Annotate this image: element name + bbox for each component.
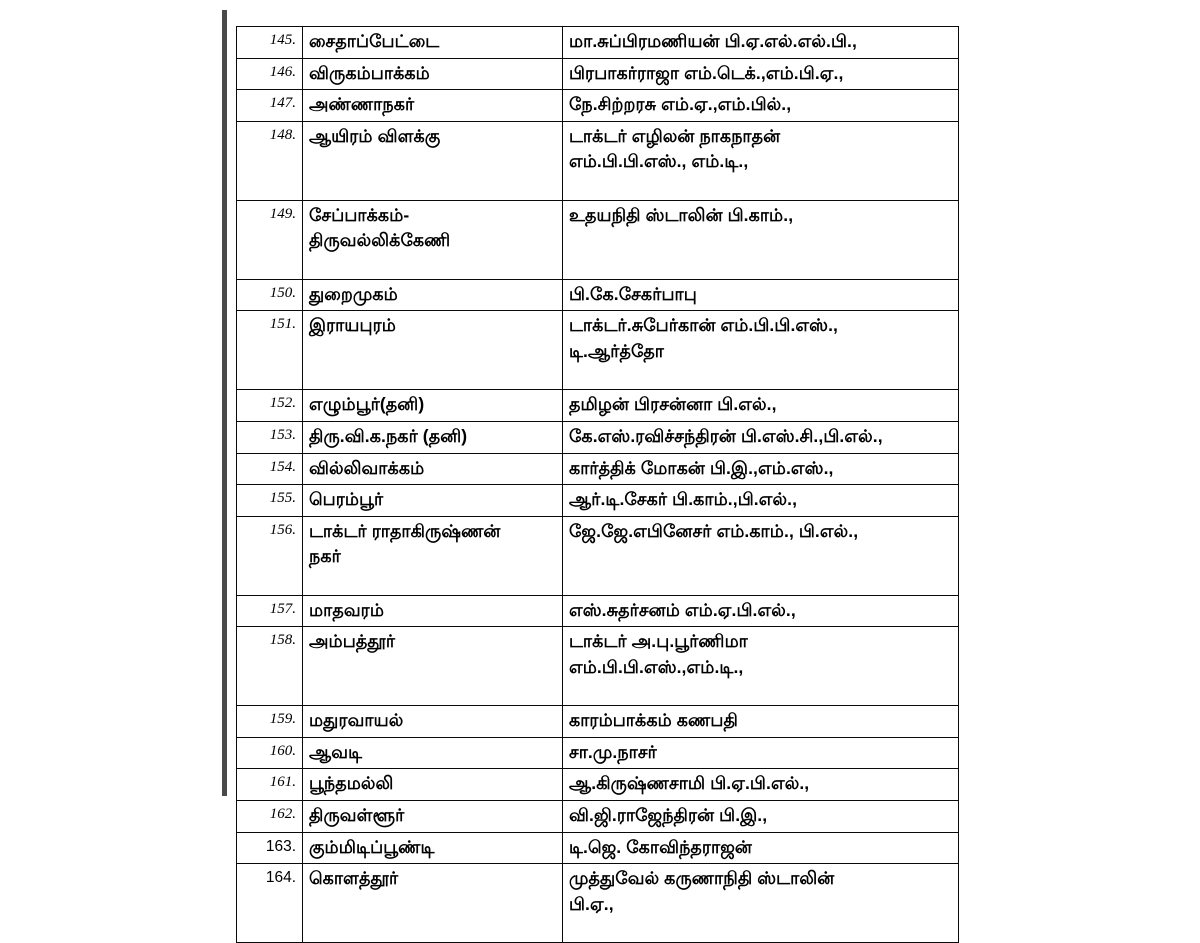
table-row — [237, 58, 959, 90]
constituency-line: மாதவரம் — [309, 599, 384, 620]
constituency-name-cell — [303, 279, 563, 311]
candidate-name-cell — [563, 595, 959, 627]
row-spacer — [569, 364, 952, 386]
table-row — [237, 279, 959, 311]
row-spacer — [569, 175, 952, 197]
row-number-cell: 147. — [237, 90, 303, 122]
table-row — [237, 516, 959, 595]
constituency-name-cell — [303, 769, 563, 801]
constituency-name-cell — [303, 453, 563, 485]
candidate-line: உதயநிதி ஸ்டாலின் பி.காம்., — [569, 204, 794, 225]
constituency-name-cell — [303, 516, 563, 595]
constituency-line: சைதாப்பேட்டை — [309, 31, 440, 51]
row-number-cell: 152. — [237, 390, 303, 422]
candidate-name-cell — [563, 516, 959, 595]
candidate-name-cell — [563, 27, 959, 59]
candidate-name-cell — [563, 311, 959, 390]
candidate-line: மா.சுப்பிரமணியன் பி.ஏ.எல்.எல்.பி., — [569, 31, 857, 51]
table-row — [237, 801, 959, 833]
constituency-line: கொளத்தூர் — [309, 868, 399, 889]
row-spacer — [569, 228, 952, 252]
constituency-name-cell — [303, 595, 563, 627]
candidate-table-container — [236, 26, 958, 943]
candidate-line: பி.ஏ., — [569, 893, 614, 914]
table-row — [237, 832, 959, 864]
candidate-line: ஆ.கிருஷ்ணசாமி பி.ஏ.பி.எல்., — [569, 773, 810, 794]
row-number-cell: 146. — [237, 58, 303, 90]
constituency-name-cell — [303, 200, 563, 279]
candidate-line: தமிழன் பிரசன்னா பி.எல்., — [569, 394, 777, 415]
constituency-line: திரு.வி.க.நகர் (தனி) — [309, 426, 468, 447]
candidate-line: எஸ்.சுதர்சனம் எம்.ஏ.பி.எல்., — [569, 599, 796, 620]
constituency-line: திருவல்லிக்கேணி — [309, 230, 451, 251]
constituency-line: நகர் — [309, 546, 341, 567]
candidate-name-cell — [563, 90, 959, 122]
candidate-name-cell — [563, 200, 959, 279]
candidate-name-cell — [563, 121, 959, 200]
candidate-line: டாக்டர்.சுபேர்கான் எம்.பி.பி.எஸ்., — [569, 315, 838, 336]
candidate-name-cell — [563, 58, 959, 90]
table-row — [237, 27, 959, 59]
candidate-line: பி.கே.சேகர்பாபு — [569, 283, 697, 304]
table-row — [237, 769, 959, 801]
candidate-line: எம்.பி.பி.எஸ்.,எம்.டி., — [569, 656, 744, 677]
row-spacer — [309, 570, 556, 592]
candidate-line: டி.ஜெ. கோவிந்தராஜன் — [569, 836, 752, 857]
constituency-line: மதுரவாயல் — [309, 710, 404, 731]
constituency-name-cell — [303, 311, 563, 390]
candidate-table — [236, 26, 959, 943]
row-spacer — [569, 544, 952, 568]
constituency-line: துறைமுகம் — [309, 283, 398, 304]
table-row — [237, 390, 959, 422]
constituency-name-cell — [303, 832, 563, 864]
row-number-cell: 155. — [237, 485, 303, 517]
constituency-name-cell — [303, 27, 563, 59]
row-number-cell: 161. — [237, 769, 303, 801]
row-number-cell: 163. — [237, 832, 303, 864]
candidate-line: பிரபாகர்ராஜா எம்.டெக்.,எம்.பி.ஏ., — [569, 62, 844, 83]
candidate-name-cell — [563, 769, 959, 801]
constituency-line: எழும்பூர்(தனி) — [309, 394, 425, 415]
candidate-line: எம்.பி.பி.எஸ்., எம்.டி., — [569, 151, 749, 172]
candidate-name-cell — [563, 737, 959, 769]
candidate-line: நே.சிற்றரசு எம்.ஏ.,எம்.பில்., — [569, 94, 792, 115]
constituency-line: அண்ணாநகர் — [309, 94, 415, 115]
constituency-line: ஆவடி — [309, 741, 363, 762]
candidate-line: டி.ஆர்த்தோ — [569, 340, 665, 361]
constituency-name-cell — [303, 390, 563, 422]
row-number-cell: 156. — [237, 516, 303, 595]
constituency-line: அம்பத்தூர் — [309, 631, 396, 652]
row-number-cell: 145. — [237, 27, 303, 59]
table-row — [237, 864, 959, 943]
page-edge-rule — [222, 10, 227, 796]
candidate-name-cell — [563, 485, 959, 517]
constituency-line: ஆயிரம் விளக்கு — [309, 125, 441, 146]
constituency-name-cell — [303, 422, 563, 454]
candidate-name-cell — [563, 453, 959, 485]
row-spacer — [309, 254, 556, 276]
candidate-line: டாக்டர் எழிலன் நாகநாதன் — [569, 125, 781, 146]
constituency-line: கும்மிடிப்பூண்டி — [309, 836, 435, 857]
candidate-line: சா.மு.நாசர் — [569, 741, 657, 762]
candidate-line: முத்துவேல் கருணாநிதி ஸ்டாலின் — [569, 868, 835, 889]
constituency-line: திருவள்ளூர் — [309, 805, 405, 826]
candidate-name-cell — [563, 279, 959, 311]
row-number-cell: 151. — [237, 311, 303, 390]
constituency-name-cell — [303, 864, 563, 943]
row-number-cell: 148. — [237, 121, 303, 200]
constituency-name-cell — [303, 58, 563, 90]
constituency-name-cell — [303, 627, 563, 706]
table-row — [237, 453, 959, 485]
constituency-name-cell — [303, 737, 563, 769]
constituency-line: டாக்டர் ராதாகிருஷ்ணன் — [309, 520, 501, 541]
constituency-line: இராயபுரம் — [309, 315, 396, 336]
table-row — [237, 422, 959, 454]
table-row — [237, 737, 959, 769]
candidate-name-cell — [563, 422, 959, 454]
row-spacer — [569, 917, 952, 939]
candidate-line: வி.ஜி.ராஜேந்திரன் பி.இ., — [569, 805, 768, 826]
candidate-line: கார்த்திக் மோகன் பி.இ.,எம்.எஸ்., — [569, 457, 834, 478]
table-row — [237, 311, 959, 390]
constituency-name-cell — [303, 90, 563, 122]
row-number-cell: 159. — [237, 706, 303, 738]
candidate-name-cell — [563, 864, 959, 943]
row-spacer — [569, 680, 952, 702]
constituency-line: விருகம்பாக்கம் — [309, 62, 430, 83]
constituency-line: வில்லிவாக்கம் — [309, 457, 425, 478]
candidate-name-cell — [563, 390, 959, 422]
row-number-cell: 157. — [237, 595, 303, 627]
constituency-name-cell — [303, 706, 563, 738]
candidate-name-cell — [563, 627, 959, 706]
candidate-line: காரம்பாக்கம் கணபதி — [569, 710, 738, 731]
row-number-cell: 149. — [237, 200, 303, 279]
row-number-cell: 154. — [237, 453, 303, 485]
table-row — [237, 595, 959, 627]
table-row — [237, 90, 959, 122]
table-row — [237, 627, 959, 706]
row-number-cell: 164. — [237, 864, 303, 943]
row-number-cell: 153. — [237, 422, 303, 454]
row-number-cell: 158. — [237, 627, 303, 706]
table-row — [237, 121, 959, 200]
constituency-line: சேப்பாக்கம்- — [309, 204, 410, 225]
candidate-line: ஜே.ஜே.எபினேசர் எம்.காம்., பி.எல்., — [569, 520, 859, 541]
constituency-name-cell — [303, 801, 563, 833]
constituency-line: பெரம்பூர் — [309, 489, 384, 510]
table-row — [237, 485, 959, 517]
candidate-line: டாக்டர் அ.பு.பூர்ணிமா — [569, 631, 748, 652]
candidate-name-cell — [563, 832, 959, 864]
row-number-cell: 162. — [237, 801, 303, 833]
constituency-line: பூந்தமல்லி — [309, 773, 394, 794]
table-row — [237, 200, 959, 279]
constituency-name-cell — [303, 485, 563, 517]
table-row — [237, 706, 959, 738]
candidate-line: ஆர்.டி.சேகர் பி.காம்.,பி.எல்., — [569, 489, 798, 510]
candidate-name-cell — [563, 706, 959, 738]
row-number-cell: 150. — [237, 279, 303, 311]
constituency-name-cell — [303, 121, 563, 200]
row-number-cell: 160. — [237, 737, 303, 769]
candidate-name-cell — [563, 801, 959, 833]
candidate-line: கே.எஸ்.ரவிச்சந்திரன் பி.எஸ்.சி.,பி.எல்., — [569, 426, 883, 447]
candidate-table-body — [237, 27, 959, 943]
